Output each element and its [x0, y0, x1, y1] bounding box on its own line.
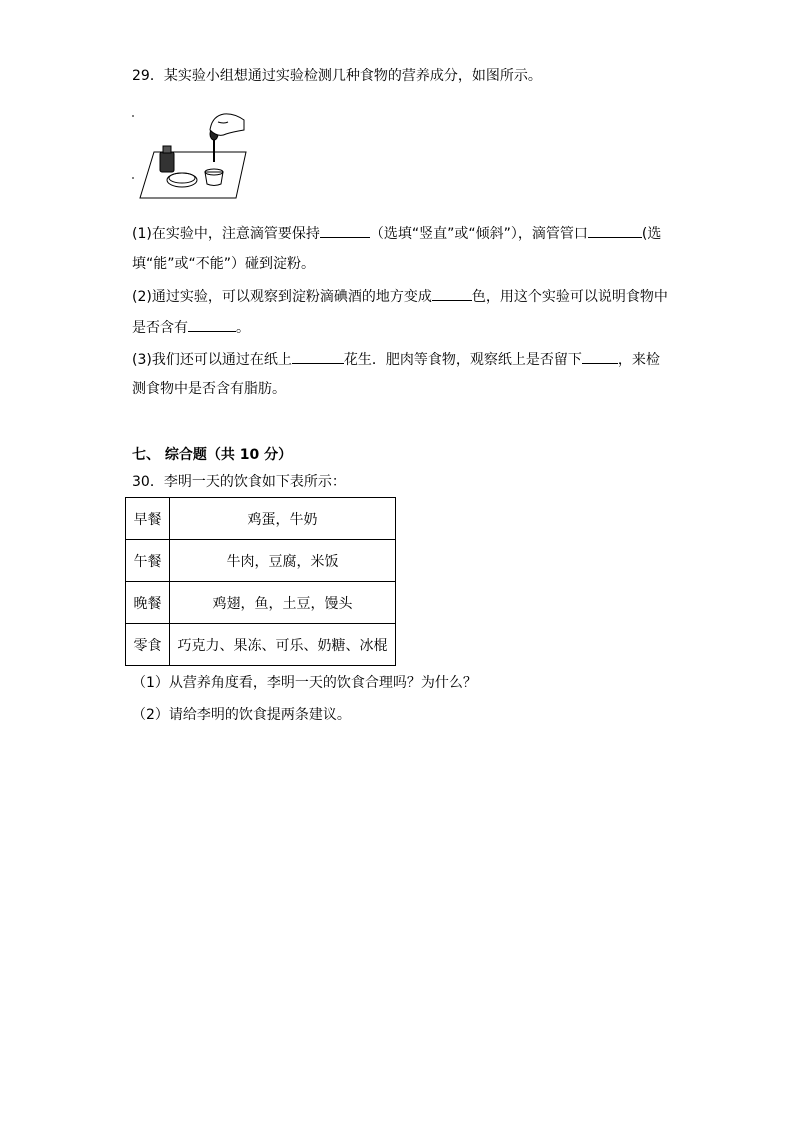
food-cell: 鸡蛋，牛奶: [170, 498, 396, 540]
q30-sub2: （2）请给李明的饮食提两条建议。: [132, 707, 351, 723]
meal-cell: 零食: [126, 624, 170, 666]
q29-part2-text-b: 色，用这个实验可以说明食物中: [471, 289, 668, 305]
meal-cell: 早餐: [126, 498, 170, 540]
diet-table: [125, 497, 396, 666]
q29-part2-text-c: 是否含有: [132, 320, 188, 336]
q29-stem: 29．某实验小组想通过实验检测几种食物的营养成分，如图所示。: [132, 68, 542, 84]
table-row: [126, 624, 396, 666]
table-row: [126, 540, 396, 582]
q30-stem: 30．李明一天的饮食如下表所示：: [132, 474, 346, 490]
q29-part2-text-a: (2)通过实验，可以观察到淀粉滴碘酒的地方变成: [132, 289, 432, 305]
answer-blank-4[interactable]: [188, 317, 236, 332]
table-row: [126, 582, 396, 624]
food-cell: 牛肉，豆腐，米饭: [170, 540, 396, 582]
section-title: 七、 综合题（共 10 分）: [132, 447, 293, 463]
q30-sub1: （1）从营养角度看，李明一天的饮食合理吗？为什么？: [132, 675, 477, 691]
experiment-figure: [132, 108, 252, 200]
q29-part1-text-c: (选: [641, 226, 662, 242]
q29-part1-text-a: (1)在实验中，注意滴管要保持: [132, 226, 320, 242]
answer-blank-2[interactable]: [588, 223, 642, 238]
answer-blank-1[interactable]: [320, 223, 370, 238]
q29-part3-text-b: 花生．肥肉等食物，观察纸上是否留下: [343, 352, 582, 368]
q29-part1-line1: [132, 223, 661, 244]
q29-part2-line1: [132, 286, 668, 307]
q29-part3-line2: 测食物中是否含有脂肪。: [132, 381, 286, 397]
hand: [210, 114, 244, 135]
q29-part3-text-a: (3)我们还可以通过在纸上: [132, 352, 292, 368]
meal-cell: 午餐: [126, 540, 170, 582]
q29-part3-text-c: ，来检: [617, 352, 660, 368]
food-cell: 鸡翅，鱼，土豆，馒头: [170, 582, 396, 624]
q29-part1-text-b: （选填“竖直”或“倾斜”），滴管管口: [369, 226, 588, 242]
q29-part3-line1: [132, 349, 660, 370]
q29-part2-line2: [132, 317, 250, 338]
q29-part2-text-d: 。: [236, 320, 250, 336]
answer-blank-3[interactable]: [432, 286, 472, 301]
food-cell: 巧克力、果冻、可乐、奶糖、冰棍: [170, 624, 396, 666]
iodine-bottle: [160, 152, 174, 172]
meal-cell: 晚餐: [126, 582, 170, 624]
table-row: [126, 498, 396, 540]
answer-blank-5[interactable]: [292, 349, 344, 364]
answer-blank-6[interactable]: [582, 349, 618, 364]
q29-part1-line2: 填“能”或“不能”）碰到淀粉。: [132, 256, 316, 272]
